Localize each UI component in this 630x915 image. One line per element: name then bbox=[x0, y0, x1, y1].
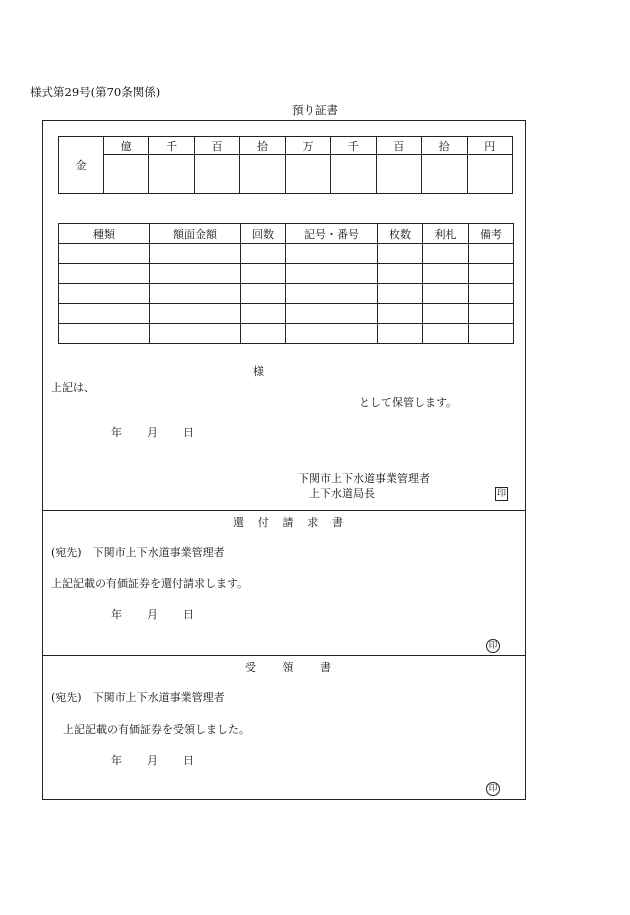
form-number: 様式第29号(第70条関係) bbox=[30, 85, 161, 99]
amount-cell[interactable] bbox=[149, 155, 194, 194]
refund-title-char: 付 bbox=[257, 516, 269, 529]
table-row bbox=[59, 264, 514, 284]
amount-row-label: 金 bbox=[59, 137, 104, 194]
receipt-statement-end: として保管します。 bbox=[359, 396, 458, 409]
issuer-line-2: 上下水道局長 bbox=[309, 487, 375, 500]
receipt-date-day: 日 bbox=[183, 426, 194, 439]
table-cell[interactable] bbox=[378, 264, 423, 284]
amount-cell[interactable] bbox=[285, 155, 330, 194]
table-cell[interactable] bbox=[378, 284, 423, 304]
refund-addressee: (宛先) 下関市上下水道事業管理者 bbox=[51, 546, 225, 559]
header-face-value: 額面金額 bbox=[150, 224, 241, 244]
seal-mark: 印 bbox=[486, 639, 500, 653]
table-cell[interactable] bbox=[423, 284, 469, 304]
table-row bbox=[59, 244, 514, 264]
receipt-ack-title-char: 書 bbox=[320, 661, 331, 674]
table-row bbox=[59, 324, 514, 344]
refund-statement: 上記記載の有価証券を還付請求します。 bbox=[51, 577, 249, 590]
unit-en: 円 bbox=[467, 137, 513, 155]
table-cell[interactable] bbox=[286, 304, 378, 324]
amount-unit-row bbox=[59, 137, 513, 155]
amount-cell[interactable] bbox=[331, 155, 376, 194]
table-cell[interactable] bbox=[241, 264, 286, 284]
receipt-date-month: 月 bbox=[147, 426, 158, 439]
table-row bbox=[59, 304, 514, 324]
amount-cell[interactable] bbox=[376, 155, 421, 194]
table-cell[interactable] bbox=[469, 264, 514, 284]
unit-oku: 億 bbox=[104, 137, 149, 155]
form-frame bbox=[42, 120, 526, 800]
refund-title-char: 書 bbox=[332, 516, 343, 529]
amount-cell[interactable] bbox=[467, 155, 513, 194]
document-title: 預り証書 bbox=[292, 103, 338, 117]
header-symbol-number: 記号・番号 bbox=[286, 224, 378, 244]
receipt-ack-date-day: 日 bbox=[183, 754, 194, 767]
refund-title-char: 求 bbox=[307, 516, 319, 529]
table-cell[interactable] bbox=[150, 304, 241, 324]
seal-mark: 印 bbox=[486, 782, 500, 796]
header-sheets: 枚数 bbox=[378, 224, 423, 244]
refund-date-month: 月 bbox=[147, 608, 158, 621]
table-cell[interactable] bbox=[286, 324, 378, 344]
table-cell[interactable] bbox=[59, 244, 150, 264]
unit-sen: 千 bbox=[331, 137, 376, 155]
refund-request-title bbox=[233, 517, 343, 528]
amount-cell[interactable] bbox=[104, 155, 149, 194]
table-cell[interactable] bbox=[469, 244, 514, 264]
table-cell[interactable] bbox=[150, 284, 241, 304]
table-cell[interactable] bbox=[59, 304, 150, 324]
issuer-line-1: 下関市上下水道事業管理者 bbox=[298, 472, 430, 485]
table-cell[interactable] bbox=[469, 304, 514, 324]
table-cell[interactable] bbox=[150, 264, 241, 284]
amount-cell[interactable] bbox=[194, 155, 239, 194]
table-cell[interactable] bbox=[286, 284, 378, 304]
section-divider bbox=[43, 510, 525, 511]
receipt-ack-date-year: 年 bbox=[111, 754, 122, 767]
receipt-ack-statement: 上記記載の有価証券を受領しました。 bbox=[63, 723, 250, 736]
receipt-date-year: 年 bbox=[111, 426, 122, 439]
table-row bbox=[59, 284, 514, 304]
receipt-statement-start: 上記は、 bbox=[51, 381, 95, 394]
refund-title-char: 還 bbox=[233, 516, 244, 529]
header-coupon: 利札 bbox=[423, 224, 469, 244]
unit-ju: 拾 bbox=[422, 137, 467, 155]
unit-sen-man: 千 bbox=[149, 137, 194, 155]
table-cell[interactable] bbox=[423, 244, 469, 264]
table-cell[interactable] bbox=[378, 324, 423, 344]
table-cell[interactable] bbox=[423, 304, 469, 324]
receipt-ack-title-char: 領 bbox=[282, 661, 294, 674]
receipt-ack-title-char: 受 bbox=[245, 661, 256, 674]
receipt-ack-addressee: (宛先) 下関市上下水道事業管理者 bbox=[51, 691, 225, 704]
seal-mark: 印 bbox=[496, 489, 506, 499]
header-remarks: 備考 bbox=[469, 224, 514, 244]
unit-man: 万 bbox=[285, 137, 330, 155]
unit-hyaku-man: 百 bbox=[194, 137, 239, 155]
table-cell[interactable] bbox=[59, 284, 150, 304]
table-cell[interactable] bbox=[378, 244, 423, 264]
receipt-ack-date-month: 月 bbox=[147, 754, 158, 767]
table-cell[interactable] bbox=[241, 304, 286, 324]
unit-ju-man: 拾 bbox=[240, 137, 285, 155]
table-cell[interactable] bbox=[150, 244, 241, 264]
refund-title-char: 請 bbox=[282, 516, 294, 529]
amount-input-row bbox=[59, 155, 513, 194]
header-type: 種類 bbox=[59, 224, 150, 244]
table-cell[interactable] bbox=[150, 324, 241, 344]
table-cell[interactable] bbox=[59, 324, 150, 344]
refund-date-year: 年 bbox=[111, 608, 122, 621]
securities-table bbox=[58, 223, 514, 344]
amount-cell[interactable] bbox=[422, 155, 467, 194]
table-cell[interactable] bbox=[469, 284, 514, 304]
table-cell[interactable] bbox=[378, 304, 423, 324]
refund-date-day: 日 bbox=[183, 608, 194, 621]
table-cell[interactable] bbox=[241, 284, 286, 304]
unit-hyaku: 百 bbox=[376, 137, 421, 155]
amount-table bbox=[58, 136, 513, 194]
addressee-suffix: 様 bbox=[253, 365, 264, 378]
table-cell[interactable] bbox=[469, 324, 514, 344]
table-cell[interactable] bbox=[286, 264, 378, 284]
header-count: 回数 bbox=[241, 224, 286, 244]
table-cell[interactable] bbox=[59, 264, 150, 284]
receipt-ack-title bbox=[245, 662, 331, 673]
table-cell[interactable] bbox=[423, 264, 469, 284]
table-cell[interactable] bbox=[423, 324, 469, 344]
table-cell[interactable] bbox=[286, 244, 378, 264]
securities-header-row bbox=[59, 224, 514, 244]
table-cell[interactable] bbox=[241, 244, 286, 264]
amount-cell[interactable] bbox=[240, 155, 285, 194]
table-cell[interactable] bbox=[241, 324, 286, 344]
section-divider bbox=[43, 655, 525, 656]
